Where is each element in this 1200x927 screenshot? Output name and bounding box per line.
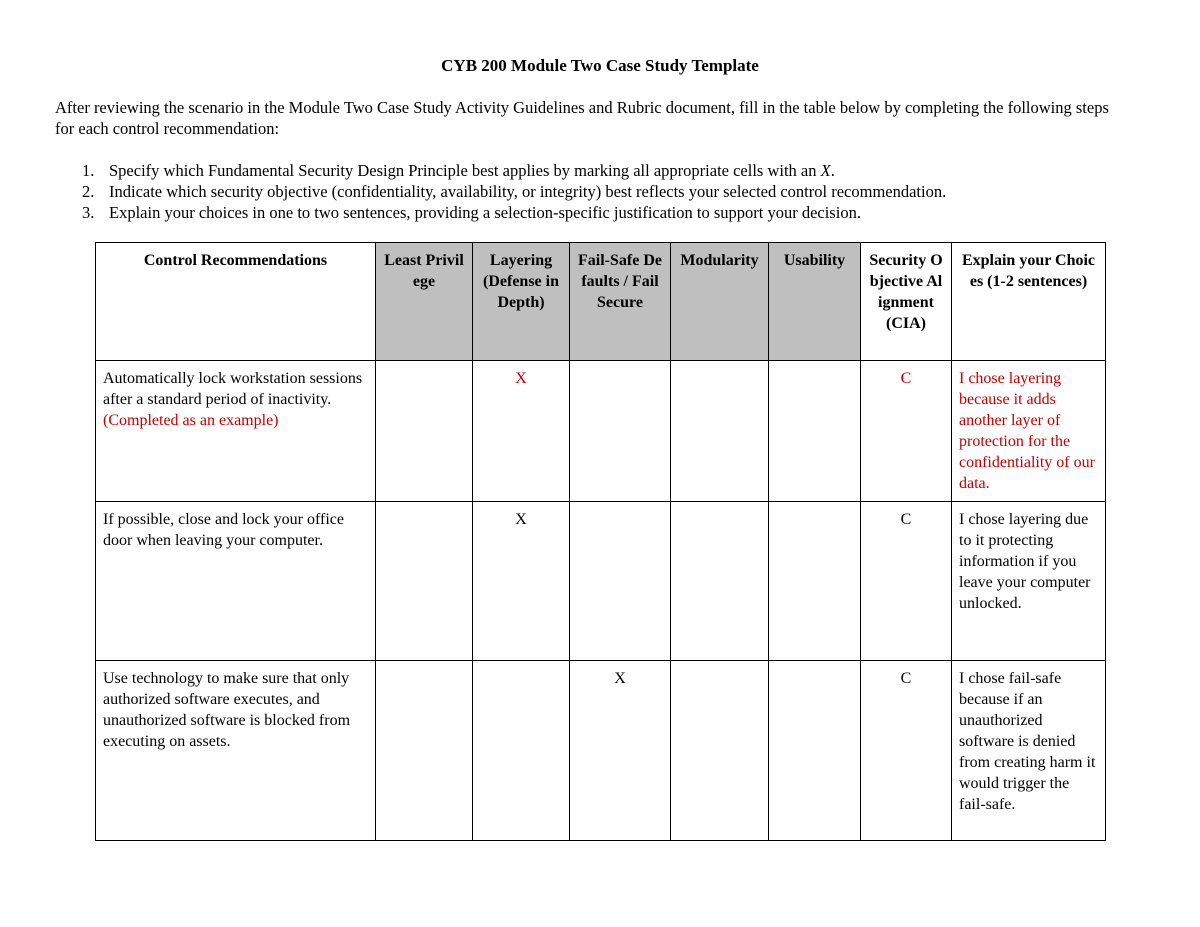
example-note: (Completed as an example) (103, 412, 279, 429)
intro-paragraph: After reviewing the scenario in the Module Two Case Study Activity Guidelines and Rubric document, fill in the table below by completing the following steps for each control recommendation: (55, 98, 1109, 138)
step-text: Explain your choices in one to two sentences, providing a selection-specific justification to support your decision. (109, 203, 861, 222)
step-item (55, 181, 1115, 202)
header-modularity: Modularity (671, 243, 769, 361)
table-row (96, 361, 1106, 502)
cell-explanation: I chose fail-safe because if an unauthorized software is denied from creating harm it would trigger the fail-safe. (952, 661, 1106, 841)
cell-explanation: I chose layering due to it protecting information if you leave your computer unlocked. (952, 502, 1106, 661)
header-control-recommendations: Control Recommendations (96, 243, 376, 361)
cell-usability (769, 502, 861, 661)
header-security-objective: Security Objective Alignment (CIA) (861, 243, 952, 361)
cell-security-objective: C (861, 661, 952, 841)
step-text: Specify which Fundamental Security Design Principle best applies by marking all appropriate cells with an (109, 161, 821, 180)
header-least-privilege: Least Privilege (376, 243, 473, 361)
control-text: Automatically lock workstation sessions after a standard period of inactivity. (103, 370, 363, 408)
header-usability: Usability (769, 243, 861, 361)
cell-control: If possible, close and lock your office door when leaving your computer. (96, 502, 376, 661)
cell-control (96, 361, 376, 502)
cell-security-objective: C (861, 361, 952, 502)
cell-least-privilege (376, 502, 473, 661)
step-item (55, 160, 1115, 181)
cell-least-privilege (376, 361, 473, 502)
table-row (96, 661, 1106, 841)
header-layering: Layering (Defense in Depth) (473, 243, 570, 361)
step-item (55, 202, 1115, 223)
step-number: 1. (82, 161, 95, 180)
cell-layering: X (473, 361, 570, 502)
step-text: Indicate which security objective (confidentiality, availability, or integrity) best reflects your selected control recommendation. (109, 182, 947, 201)
cell-fail-safe: X (570, 661, 671, 841)
control-recommendations-table (95, 242, 1106, 841)
cell-control: Use technology to make sure that only authorized software executes, and unauthorized software is blocked from executing on assets. (96, 661, 376, 841)
table-row (96, 502, 1106, 661)
cell-modularity (671, 661, 769, 841)
step-number: 3. (82, 203, 95, 222)
cell-layering: X (473, 502, 570, 661)
cell-security-objective: C (861, 502, 952, 661)
cell-usability (769, 361, 861, 502)
instruction-steps (55, 160, 1115, 223)
document-title: CYB 200 Module Two Case Study Template (441, 56, 759, 75)
cell-usability (769, 661, 861, 841)
step-emphasis: X (820, 161, 831, 180)
step-number: 2. (82, 182, 95, 201)
cell-fail-safe (570, 502, 671, 661)
cell-fail-safe (570, 361, 671, 502)
step-text-end: . (830, 161, 835, 180)
cell-least-privilege (376, 661, 473, 841)
cell-modularity (671, 361, 769, 502)
cell-modularity (671, 502, 769, 661)
header-explain-choices: Explain your Choices (1-2 sentences) (952, 243, 1106, 361)
cell-layering (473, 661, 570, 841)
cell-explanation: I chose layering because it adds another layer of protection for the confidentiality of our data. (952, 361, 1106, 502)
header-fail-safe: Fail-Safe Defaults / Fail Secure (570, 243, 671, 361)
table-header-row (96, 243, 1106, 361)
